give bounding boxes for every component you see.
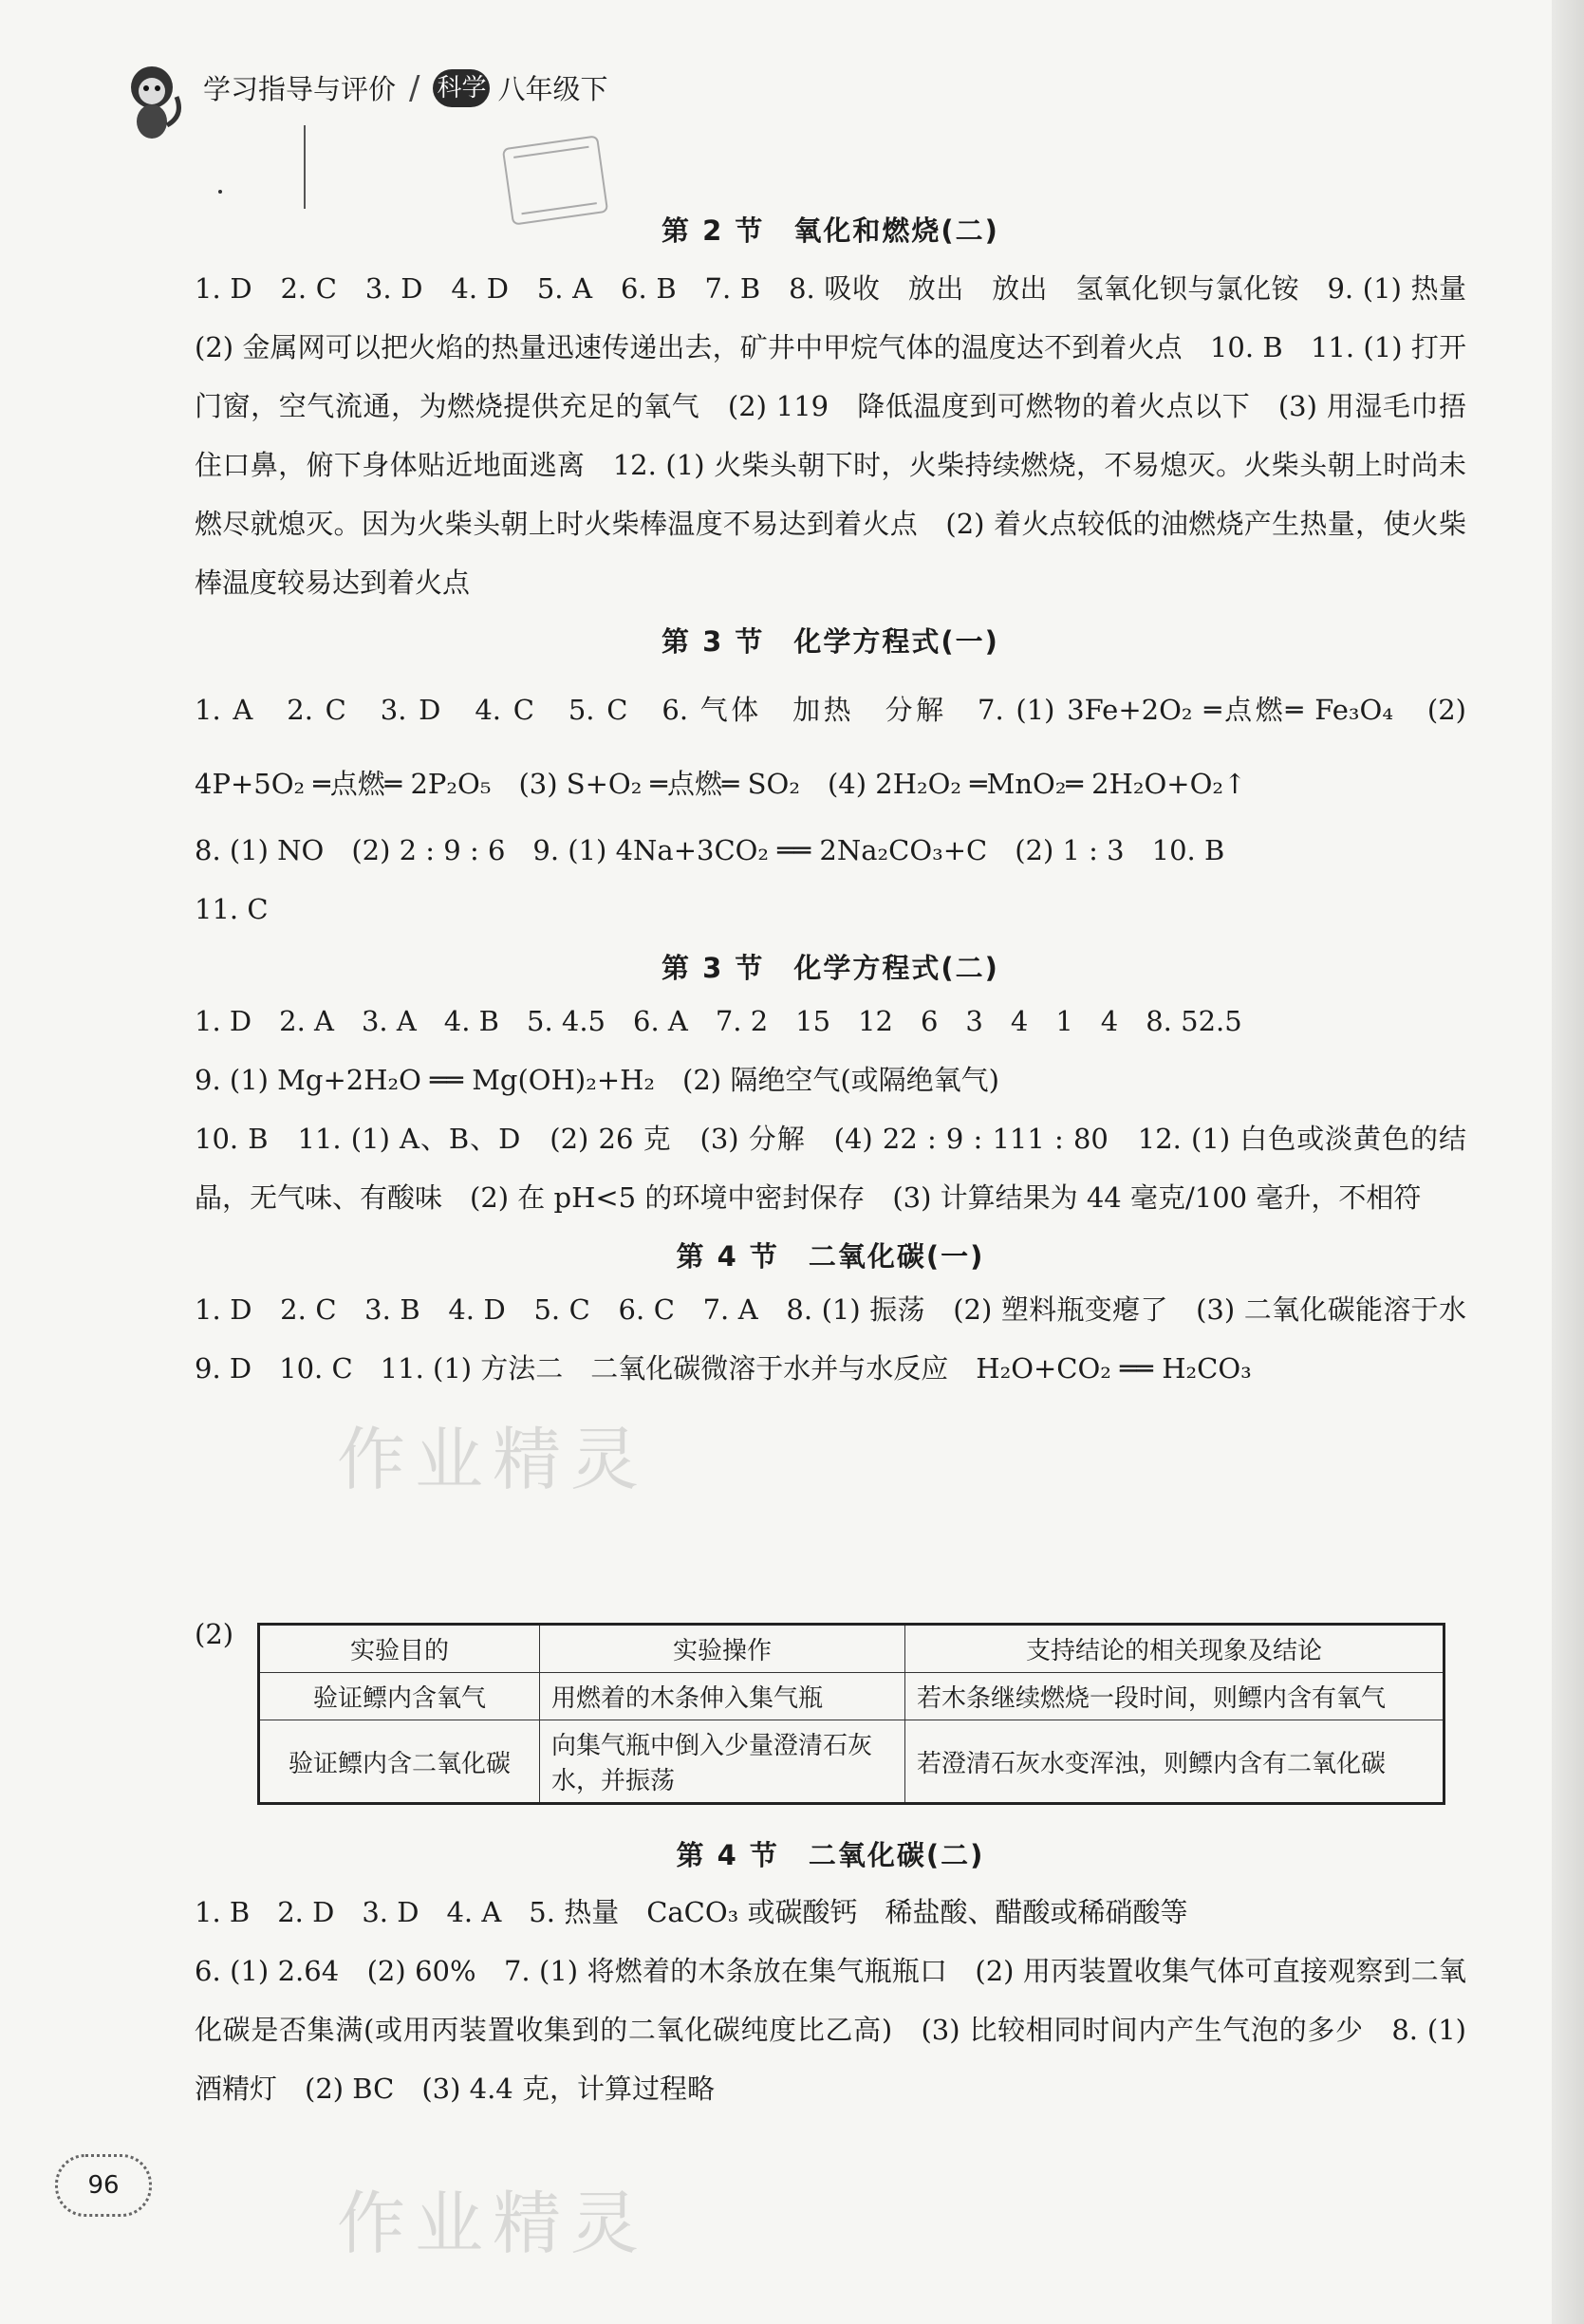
answer-paragraph: 8. (1) NO (2) 2 : 9 : 6 9. (1) 4Na+3CO₂ ══ 2Na₂CO₃+C (2) 1 : 3 10. B [195, 834, 1225, 866]
table-cell: 若澄清石灰水变浑浊，则鳔内含有二氧化碳 [905, 1720, 1444, 1804]
table-header-row [259, 1625, 1444, 1673]
answer-paragraph: 1. B 2. D 3. D 4. A 5. 热量 CaCO₃ 或碳酸钙 稀盐酸、醋酸或稀硝酸等 [195, 1896, 1188, 1928]
subject-badge: 科学 [433, 69, 490, 107]
monkey-mascot-icon [114, 59, 190, 144]
slash-icon: / [409, 68, 420, 107]
table-row [259, 1720, 1444, 1804]
answer-paragraph: 1. D 2. C 3. D 4. D 5. A 6. B 7. B 8. 吸收 放出 放出 氢氧化钡与氯化铵 9. (1) 热量 (2) 金属网可以把火焰的热量迅速传递出去，矿井中甲烷气体的温度达不到着火点 10. B 11. (1) 打开门窗，空气流通，为燃烧提供充足的氧气 (2) 119 降低温度到可燃物的着火点以下 (3) 用湿毛巾捂住口鼻，俯下身体贴近地面逃离 12. (1) 火柴头朝下时，火柴持续燃烧，不易熄灭。火柴头朝上时尚未燃尽就熄灭。因为火柴头朝上时火柴棒温度不易达到着火点 (2) 着火点较低的油燃烧产生热量，使火柴棒温度较易达到着火点 [195, 272, 1495, 599]
header-title-row [203, 68, 608, 107]
watermark-text: 作业精灵 [337, 2184, 649, 2263]
table-header-cell: 实验操作 [540, 1625, 905, 1673]
answer-paragraph: 6. (1) 2.64 (2) 60% 7. (1) 将燃着的木条放在集气瓶瓶口 (2) 用丙装置收集气体可直接观察到二氧化碳是否集满(或用丙装置收集到的二氧化碳纯度比乙高) (3) 比较相同时间内产生气泡的多少 8. (1) 酒精灯 (2) BC (3) 4.4 克，计算过程略 [195, 1955, 1466, 2105]
table-cell: 验证鳔内含二氧化碳 [259, 1720, 540, 1804]
page-edge [1552, 0, 1584, 2324]
table-cell: 若木条继续燃烧一段时间，则鳔内含有氧气 [905, 1673, 1444, 1720]
table-row [259, 1673, 1444, 1720]
section-title: 第 4 节 二氧化碳(一) [676, 1240, 985, 1273]
answer-paragraph: 1. D 2. C 3. B 4. D 5. C 6. C 7. A 8. (1) 振荡 (2) 塑料瓶变瘪了 (3) 二氧化碳能溶于水 9. D 10. C 11. (1) 方法二 二氧化碳微溶于水并与水反应 H₂O+CO₂ ══ H₂CO₃ [195, 1293, 1495, 1385]
answer-paragraph: 11. C [195, 893, 269, 925]
speck [218, 190, 222, 194]
section-title: 第 4 节 二氧化碳(二) [676, 1839, 985, 1871]
answer-paragraph: 9. (1) Mg+2H₂O ══ Mg(OH)₂+H₂ (2) 隔绝空气(或隔绝氧气) [195, 1064, 999, 1096]
grade-label: 八年级下 [497, 73, 608, 105]
header-divider [304, 125, 306, 209]
book-title: 学习指导与评价 [203, 73, 397, 105]
answer-paragraph: 10. B 11. (1) A、B、D (2) 26 克 (3) 分解 (4) 22 : 9 : 111 : 80 12. (1) 白色或淡黄色的结晶，无气味、有酸味 (2) 在 pH<5 的环境中密封保存 (3) 计算结果为 44 毫克/100 毫升，不相符 [195, 1123, 1466, 1214]
table-cell: 验证鳔内含氧气 [259, 1673, 540, 1720]
table-cell: 向集气瓶中倒入少量澄清石灰水，并振荡 [540, 1720, 905, 1804]
table-label: (2) [195, 1618, 234, 1650]
page-number: 96 [55, 2154, 152, 2217]
answer-paragraph: 1. A 2. C 3. D 4. C 5. C 6. 气体 加热 分解 7. (1) 3Fe+2O₂ ═点燃═ Fe₃O₄ (2) 4P+5O₂ ═点燃═ 2P₂O₅ (3) S+O₂ ═点燃═ SO₂ (4) 2H₂O₂ ═MnO₂═ 2H₂O+O₂↑ [195, 694, 1466, 800]
answer-paragraph: 1. D 2. A 3. A 4. B 5. 4.5 6. A 7. 2 15 12 6 3 4 1 4 8. 52.5 [195, 1005, 1242, 1037]
answer-content [195, 207, 1495, 1398]
table-header-cell: 实验目的 [259, 1625, 540, 1673]
watermark-text: 作业精灵 [337, 1420, 649, 1499]
section-title: 第 3 节 化学方程式(二) [662, 952, 999, 984]
section-title: 第 2 节 氧化和燃烧(二) [662, 214, 999, 247]
answer-content-bottom [195, 1831, 1466, 2118]
section-title: 第 3 节 化学方程式(一) [662, 625, 999, 658]
table-header-cell: 支持结论的相关现象及结论 [905, 1625, 1444, 1673]
experiment-table [257, 1623, 1445, 1805]
table-cell: 用燃着的木条伸入集气瓶 [540, 1673, 905, 1720]
